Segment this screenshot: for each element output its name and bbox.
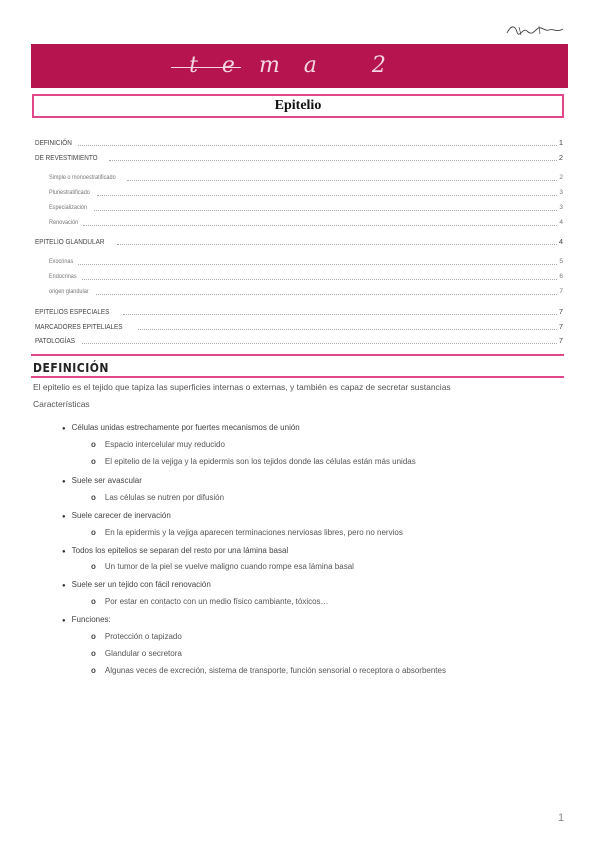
sub-bullet-icon: o — [91, 528, 96, 537]
toc-entry-label: Simple o monoestratificado — [49, 174, 116, 181]
toc-entry-page: 4 — [558, 237, 563, 246]
sub-bullet-icon: o — [91, 597, 96, 606]
toc-entry[interactable] — [35, 237, 563, 247]
toc-leader-dots — [97, 195, 557, 196]
toc-entry-label: DE REVESTIMIENTO — [35, 153, 98, 162]
sub-bullet-item — [91, 649, 182, 658]
toc-entry-page: 5 — [559, 258, 563, 265]
intro-text: El epitelio es el tejido que tapiza las superficies internas o externas, y también es capaz de secretar sustancias — [33, 382, 451, 392]
toc-entry-label: DEFINICIÓN — [35, 138, 72, 147]
sub-bullet-text: Protección o tapizado — [104, 632, 182, 641]
toc-entry-label: Endocrinas — [49, 273, 77, 280]
sub-bullet-icon: o — [91, 632, 96, 641]
toc-entry-page: 7 — [558, 322, 563, 331]
toc-leader-dots — [94, 210, 558, 211]
toc-entry-page: 7 — [558, 307, 563, 316]
toc-entry[interactable] — [35, 257, 563, 267]
toc-entry-label: MARCADORES EPITELIALES — [35, 322, 123, 331]
toc-entry[interactable] — [35, 272, 563, 282]
bullet-text: Funciones: — [71, 615, 111, 624]
bullet-text: Todos los epitelios se separan del resto por una lámina basal — [71, 546, 289, 555]
sub-bullet-text: Las células se nutren por difusión — [104, 493, 225, 502]
toc-leader-dots — [78, 264, 558, 265]
toc-leader-dots — [78, 145, 556, 146]
toc-entry-label: Pluriestratificado — [49, 189, 90, 196]
bullet-item — [62, 511, 171, 520]
toc-leader-dots — [82, 279, 558, 280]
toc-entry[interactable] — [35, 336, 563, 346]
sub-bullet-icon: o — [91, 649, 96, 658]
document-title-box — [32, 94, 564, 118]
toc-entry[interactable] — [35, 307, 563, 317]
sub-bullet-text: Un tumor de la piel se vuelve maligno cuando rompe esa lámina basal — [104, 562, 354, 571]
bullet-icon: ● — [62, 549, 66, 555]
bullet-text: Suele ser un tejido con fácil renovación — [71, 580, 211, 589]
toc-entry-page: 1 — [558, 138, 563, 147]
sub-bullet-icon: o — [91, 493, 96, 502]
toc-leader-dots — [109, 160, 557, 161]
toc-entry-page: 7 — [558, 336, 563, 345]
toc-entry[interactable] — [35, 203, 563, 213]
toc-entry[interactable] — [35, 188, 563, 198]
banner-title: tema 2 — [189, 53, 410, 78]
toc-leader-dots — [82, 343, 557, 344]
bullet-item — [62, 615, 111, 624]
toc-divider — [31, 354, 564, 356]
sub-bullet-text: Por estar en contacto con un medio físico cambiante, tóxicos… — [104, 597, 329, 606]
bullet-text: Suele ser avascular — [71, 476, 142, 485]
toc-entry-page: 2 — [559, 174, 563, 181]
toc-entry-label: PATOLOGÍAS — [35, 336, 76, 345]
sub-bullet-icon: o — [91, 666, 96, 675]
bullet-icon: ● — [62, 583, 66, 589]
sub-bullet-item — [91, 597, 329, 606]
bullet-item — [62, 546, 288, 555]
sub-bullet-icon: o — [91, 562, 96, 571]
bullet-text: Células unidas estrechamente por fuertes mecanismos de unión — [71, 423, 300, 432]
sub-bullet-text: El epitelio de la vejiga y la epidermis son los tejidos donde las células están más unidas — [104, 457, 416, 466]
toc-leader-dots — [123, 314, 557, 315]
toc-entry-page: 3 — [559, 189, 563, 196]
sub-bullet-text: En la epidermis y la vejiga aparecen terminaciones nerviosas libres, pero no nervios — [104, 528, 403, 537]
toc-leader-dots — [96, 294, 558, 295]
sub-bullet-item — [91, 440, 225, 449]
chapter-banner — [31, 44, 568, 88]
sub-bullet-item — [91, 457, 416, 466]
toc-entry-label: Renovación — [49, 219, 79, 226]
section-heading: DEFINICIÓN — [33, 361, 109, 375]
author-signature — [505, 23, 565, 37]
toc-entry-label: origen glandular — [49, 288, 89, 295]
toc-leader-dots — [127, 180, 557, 181]
bullet-icon: ● — [62, 618, 66, 624]
toc-entry[interactable] — [35, 173, 563, 183]
toc-entry-page: 4 — [559, 219, 563, 226]
toc-leader-dots — [83, 225, 557, 226]
toc-entry-page: 3 — [559, 204, 563, 211]
bullet-icon: ● — [62, 426, 66, 432]
sub-bullet-item — [91, 666, 446, 675]
sub-bullet-icon: o — [91, 440, 96, 449]
toc-entry-label: Exocrinas — [49, 258, 74, 265]
toc-entry-page: 6 — [559, 273, 563, 280]
bullet-text: Suele carecer de inervación — [71, 511, 171, 520]
sub-bullet-item — [91, 493, 224, 502]
characteristics-label: Características — [33, 399, 90, 409]
toc-entry-page: 2 — [558, 153, 563, 162]
sub-bullet-text: Glandular o secretora — [104, 649, 182, 658]
bullet-icon: ● — [62, 479, 66, 485]
toc-entry-label: Especialización — [49, 204, 88, 211]
toc-entry[interactable] — [35, 218, 563, 228]
toc-leader-dots — [117, 244, 557, 245]
toc-entry[interactable] — [35, 287, 563, 297]
toc-entry-label: EPITELIOS ESPECIALES — [35, 307, 110, 316]
toc-entry[interactable] — [35, 322, 563, 332]
toc-entry-page: 7 — [559, 288, 563, 295]
sub-bullet-icon: o — [91, 457, 96, 466]
bullet-item — [62, 580, 211, 589]
sub-bullet-item — [91, 562, 354, 571]
sub-bullet-text: Espacio intercelular muy reducido — [104, 440, 225, 449]
sub-bullet-item — [91, 632, 182, 641]
page-number: 1 — [558, 812, 565, 824]
toc-entry[interactable] — [35, 153, 563, 163]
bullet-icon: ● — [62, 514, 66, 520]
heading-rule — [31, 376, 564, 378]
sub-bullet-text: Algunas veces de excreción, sistema de transporte, función sensorial o receptora o absorbentes — [104, 666, 446, 675]
bullet-item — [62, 423, 300, 432]
toc-entry-label: EPITELIO GLANDULAR — [35, 237, 105, 246]
bullet-item — [62, 476, 142, 485]
sub-bullet-item — [91, 528, 403, 537]
toc-leader-dots — [138, 329, 557, 330]
document-title: Epitelio — [274, 98, 322, 113]
toc-entry[interactable] — [35, 138, 563, 148]
